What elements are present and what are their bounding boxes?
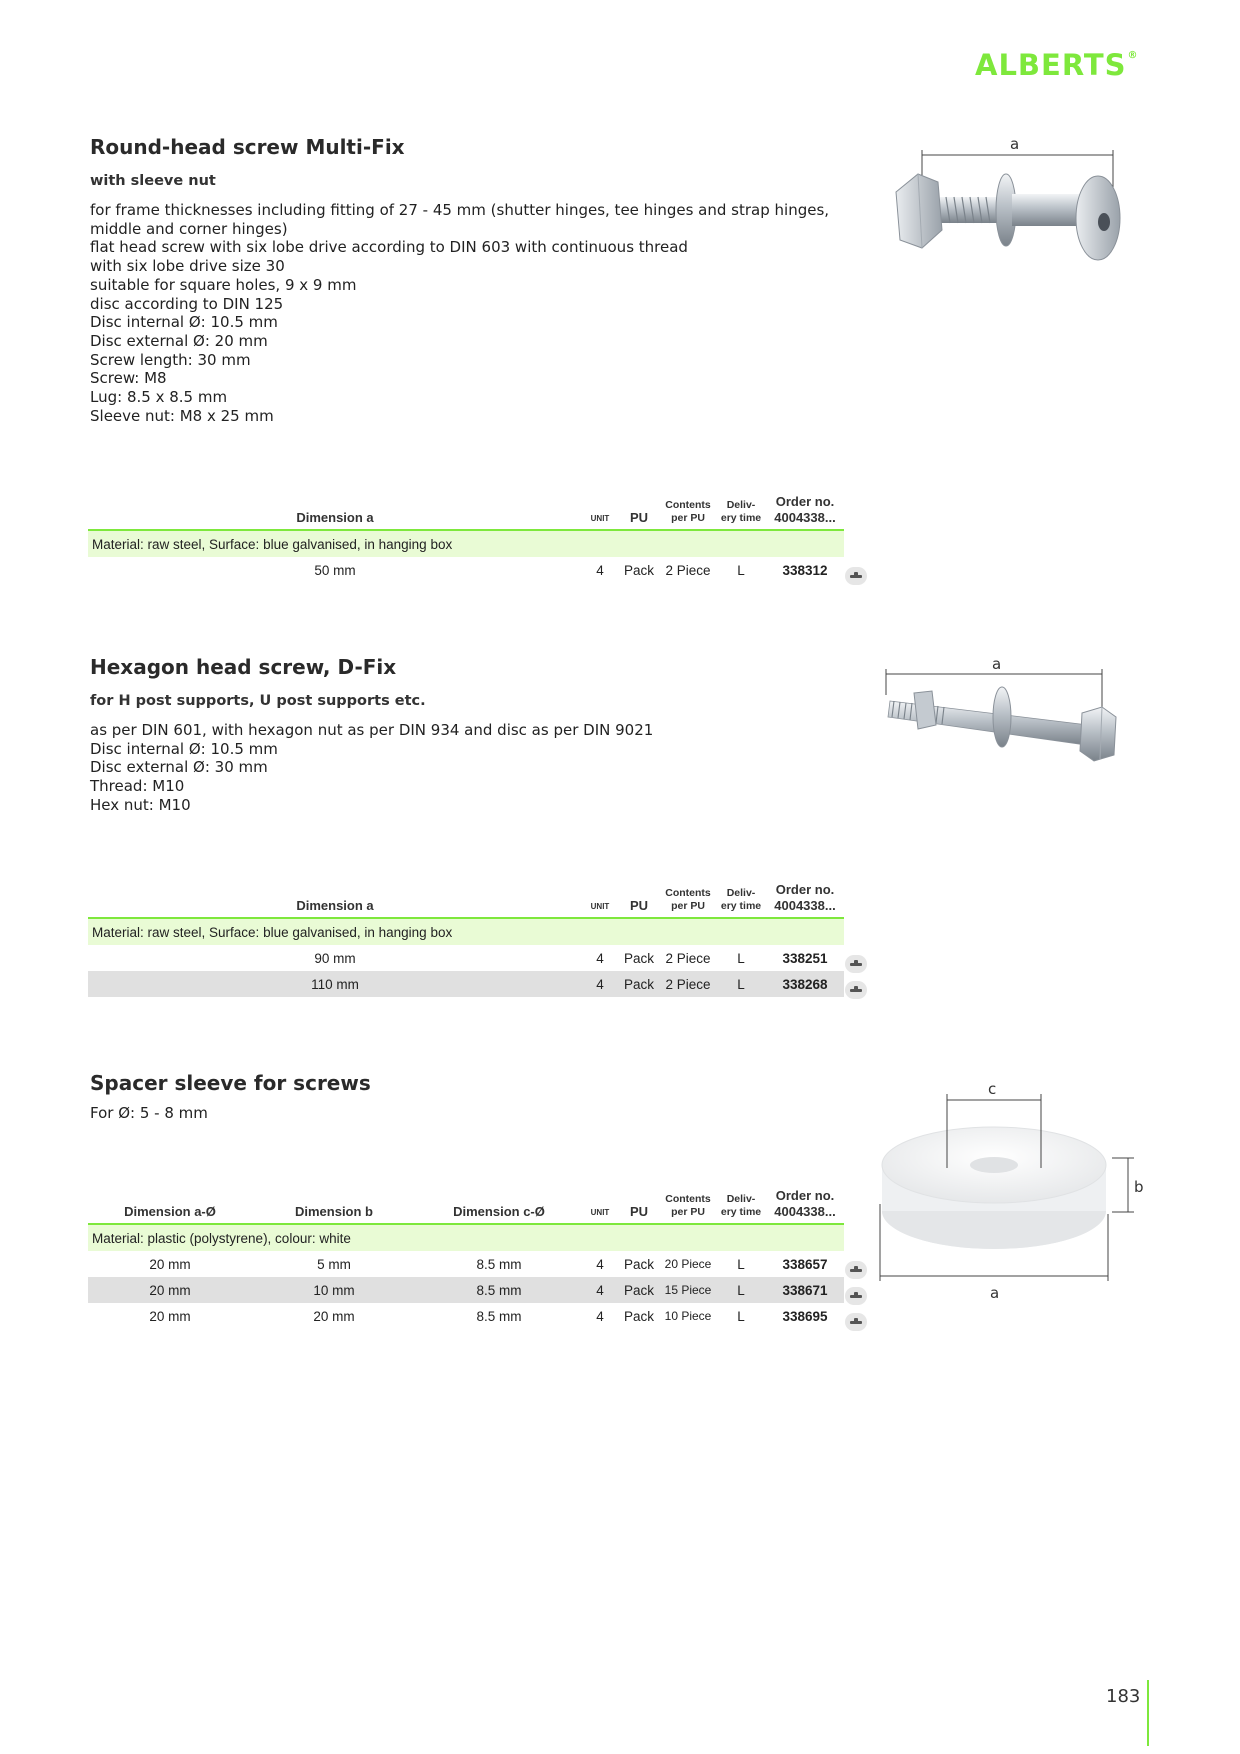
cell-order-no[interactable]: 338695 (782, 1308, 828, 1324)
description-line: Disc external Ø: 20 mm (90, 331, 268, 350)
col-contents-top: Contents (665, 1193, 711, 1205)
col-contents-bottom: per PU (671, 900, 705, 912)
spacer-sleeve-image (872, 1076, 1152, 1306)
product-title: Hexagon head screw, D-Fix (90, 655, 397, 679)
cell-order-no[interactable]: 338657 (782, 1256, 828, 1272)
dimension-label-b: b (1134, 1178, 1144, 1196)
material-text: Material: raw steel, Surface: blue galvanised, in hanging box (88, 918, 844, 945)
col-delivery (716, 883, 766, 918)
col-contents-top: Contents (665, 887, 711, 899)
product-title: Round-head screw Multi-Fix (90, 135, 405, 159)
description-line: flat head screw with six lobe drive according to DIN 603 with continuous thread (90, 238, 688, 257)
description-line: for frame thicknesses including fitting of 27 - 45 mm (shutter hinges, tee hinges and strap hinges, (90, 201, 830, 219)
dimension-label-a: a (992, 655, 1002, 673)
col-order-no (766, 495, 844, 530)
description-line: Thread: M10 (90, 777, 185, 796)
cell-dimension: 110 mm (88, 971, 582, 997)
table-header-row (88, 883, 844, 918)
material-row (88, 1224, 844, 1251)
cell-order-no[interactable]: 338671 (766, 1277, 844, 1303)
col-dimension-a: Dimension a-Ø (88, 1189, 252, 1224)
cell-dimension-a: 20 mm (88, 1277, 252, 1303)
col-dimension-a: Dimension a (88, 495, 582, 530)
cell-delivery: L (737, 1256, 745, 1272)
cell-contents: 2 Piece (665, 562, 711, 578)
material-text: Material: plastic (polystyrene), colour: white (88, 1224, 844, 1251)
cell-contents: 15 Piece (660, 1277, 716, 1303)
product-section-round-head-screw (90, 135, 850, 425)
page-number-bar (1147, 1680, 1149, 1746)
cart-icon[interactable] (845, 1261, 867, 1279)
material-text: Material: raw steel, Surface: blue galvanised, in hanging box (88, 530, 844, 557)
product-section-hexagon-head-screw (90, 655, 850, 815)
description-line: suitable for square holes, 9 x 9 mm (90, 275, 357, 294)
cell-dimension: 90 mm (314, 950, 356, 966)
table-row[interactable] (88, 557, 844, 583)
dimension-label-a: a (1010, 135, 1020, 153)
cell-delivery: L (737, 950, 745, 966)
registered-mark: ® (1127, 50, 1139, 61)
cell-unit: 4 (582, 1277, 618, 1303)
cell-unit: 4 (596, 1256, 604, 1272)
col-delivery (716, 1189, 766, 1224)
cart-icon[interactable] (845, 1313, 867, 1331)
dimension-label-c: c (988, 1080, 997, 1098)
cell-delivery: L (716, 1277, 766, 1303)
cart-icon[interactable] (845, 567, 867, 585)
cart-icon[interactable] (845, 1287, 867, 1305)
col-order-no (766, 1189, 844, 1224)
table-row[interactable] (88, 1303, 844, 1329)
table-row[interactable] (88, 1277, 844, 1303)
table-row[interactable] (88, 971, 844, 997)
material-row (88, 918, 844, 945)
col-contents (660, 883, 716, 918)
table-header-row (88, 1189, 844, 1224)
cell-dimension-b: 20 mm (313, 1308, 355, 1324)
dimension-label-a: a (990, 1284, 1000, 1302)
round-head-screw-image (880, 130, 1140, 310)
col-pu: PU (618, 883, 660, 918)
col-dimension-c: Dimension c-Ø (416, 1189, 582, 1224)
col-contents-top: Contents (665, 499, 711, 511)
col-delivery-top: Deliv- (726, 499, 756, 511)
cell-delivery: L (716, 971, 766, 997)
product-subtitle: For Ø: 5 - 8 mm (90, 1104, 208, 1122)
cell-unit: 4 (596, 1308, 604, 1324)
product-subtitle: with sleeve nut (90, 173, 216, 189)
hexagon-head-screw-image (880, 655, 1140, 775)
description-line: Disc external Ø: 30 mm (90, 758, 268, 777)
col-dimension-a: Dimension a (88, 883, 582, 918)
product-description (90, 201, 850, 425)
col-order-bottom: 4004338... (774, 510, 836, 525)
product-table-spacer-sleeve (88, 1189, 844, 1329)
description-line: with six lobe drive size 30 (90, 257, 285, 276)
description-line: as per DIN 601, with hexagon nut as per DIN 934 and disc as per DIN 9021 (90, 721, 654, 739)
cell-pu: Pack (623, 1256, 654, 1272)
col-contents-bottom: per PU (671, 1206, 705, 1218)
cell-dimension-a: 20 mm (149, 1256, 191, 1272)
description-line: Sleeve nut: M8 x 25 mm (90, 406, 274, 425)
description-line: Hex nut: M10 (90, 795, 191, 814)
product-subtitle: for H post supports, U post supports etc. (90, 693, 426, 709)
description-line: middle and corner hinges) (90, 219, 288, 238)
cell-contents: 2 Piece (660, 971, 716, 997)
col-unit: UNIT (582, 495, 618, 530)
cell-contents: 20 Piece (664, 1257, 712, 1271)
cell-dimension-c: 8.5 mm (476, 1308, 522, 1324)
col-pu: PU (618, 1189, 660, 1224)
cell-pu: Pack (618, 1277, 660, 1303)
product-section-spacer-sleeve (90, 1071, 850, 1122)
cell-delivery: L (737, 1308, 745, 1324)
product-table-round-head-screw (88, 495, 844, 583)
table-header-row (88, 495, 844, 530)
description-line: Screw length: 30 mm (90, 350, 251, 369)
description-line: Lug: 8.5 x 8.5 mm (90, 388, 228, 407)
col-delivery-bottom: ery time (720, 900, 762, 912)
col-order-top: Order no. (775, 882, 835, 897)
cell-unit: 4 (582, 971, 618, 997)
col-delivery-top: Deliv- (726, 887, 756, 899)
material-row (88, 530, 844, 557)
description-line: Screw: M8 (90, 369, 167, 388)
col-delivery-top: Deliv- (726, 1193, 756, 1205)
cart-icon[interactable] (845, 955, 867, 973)
product-description (90, 721, 850, 815)
product-table-hexagon-head-screw (88, 883, 844, 997)
col-delivery-bottom: ery time (720, 512, 762, 524)
cell-unit: 4 (596, 950, 604, 966)
cell-pu: Pack (623, 562, 654, 578)
cell-contents: 2 Piece (665, 950, 711, 966)
description-line: Disc internal Ø: 10.5 mm (90, 313, 278, 332)
cell-pu: Pack (623, 1308, 654, 1324)
cell-unit: 4 (596, 562, 604, 578)
cell-order-no[interactable]: 338312 (782, 562, 828, 578)
col-order-no (766, 883, 844, 918)
col-delivery-bottom: ery time (720, 1206, 762, 1218)
cell-order-no[interactable]: 338268 (766, 971, 844, 997)
cell-contents: 10 Piece (664, 1309, 712, 1323)
product-title: Spacer sleeve for screws (90, 1071, 371, 1095)
brand-logo (975, 48, 1139, 82)
brand-logo-text: ALBERTS (975, 48, 1127, 82)
cell-delivery: L (737, 562, 745, 578)
col-unit: UNIT (582, 1189, 618, 1224)
col-order-top: Order no. (775, 1188, 835, 1203)
col-order-bottom: 4004338... (774, 898, 836, 913)
cell-dimension-a: 20 mm (149, 1308, 191, 1324)
table-row[interactable] (88, 945, 844, 971)
cell-dimension-c: 8.5 mm (416, 1277, 582, 1303)
cell-dimension-b: 10 mm (252, 1277, 416, 1303)
page-number: 183 (1106, 1686, 1141, 1707)
cell-order-no[interactable]: 338251 (782, 950, 828, 966)
col-contents-bottom: per PU (671, 512, 705, 524)
cell-dimension: 50 mm (314, 562, 356, 578)
cell-dimension-c: 8.5 mm (476, 1256, 522, 1272)
col-unit: UNIT (582, 883, 618, 918)
description-line: disc according to DIN 125 (90, 294, 284, 313)
cell-pu: Pack (618, 971, 660, 997)
table-row[interactable] (88, 1251, 844, 1277)
cart-icon[interactable] (845, 981, 867, 999)
col-order-bottom: 4004338... (774, 1204, 836, 1219)
col-pu: PU (618, 495, 660, 530)
description-line: Disc internal Ø: 10.5 mm (90, 739, 278, 758)
col-dimension-b: Dimension b (252, 1189, 416, 1224)
cell-dimension-b: 5 mm (317, 1256, 351, 1272)
col-delivery (716, 495, 766, 530)
cell-pu: Pack (623, 950, 654, 966)
col-contents (660, 1189, 716, 1224)
col-order-top: Order no. (775, 494, 835, 509)
col-contents (660, 495, 716, 530)
